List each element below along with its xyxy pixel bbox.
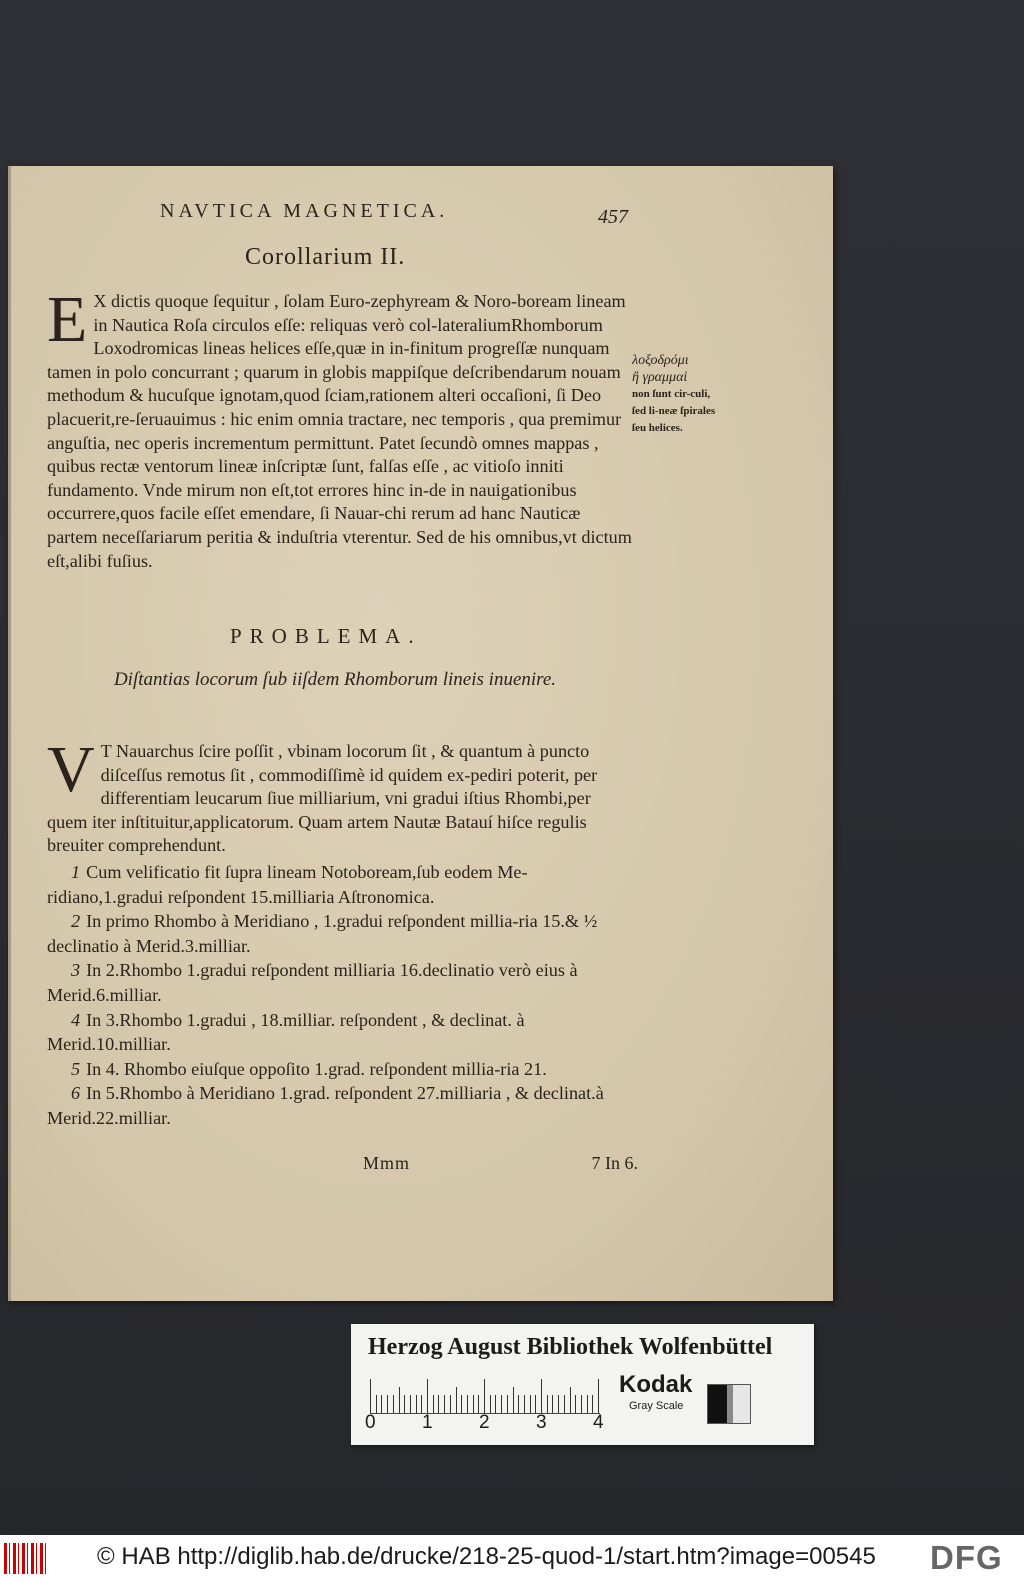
kodak-logo: Kodak bbox=[619, 1371, 693, 1398]
rule-number: 2 bbox=[71, 911, 81, 932]
ruler-tick bbox=[478, 1395, 479, 1413]
problem-subtitle: Diſtantias locorum ſub iiſdem Rhomborum lineis inuenire. bbox=[113, 669, 557, 690]
rule-number: 1 bbox=[71, 862, 81, 882]
drop-cap: E bbox=[47, 283, 88, 356]
ruler-tick bbox=[381, 1395, 382, 1413]
ruler-label: 0 bbox=[365, 1412, 376, 1433]
ruler-tick bbox=[421, 1395, 422, 1413]
ruler-tick bbox=[467, 1395, 468, 1413]
rule-text: Cum velificatio fit ſupra lineam Notoboream,ſub eodem Me-ridiano,1.gradui reſpondent 15.milliaria Aſtronomica. bbox=[47, 862, 528, 907]
paragraph-corollary bbox=[47, 283, 632, 573]
gray-scale-label: Gray Scale bbox=[629, 1400, 684, 1412]
section-heading: Corollarium II. bbox=[245, 244, 406, 270]
ruler-tick bbox=[410, 1395, 411, 1413]
rule-text: In primo Rhombo à Meridiano , 1.gradui reſpondent millia-ria 15.& ½ declinatio à Merid.3.milliar. bbox=[47, 911, 598, 956]
ruler-tick bbox=[587, 1395, 588, 1413]
margin-note-latin: non ſunt cir-culi, ſed li-neæ ſpirales ſeu helices. bbox=[632, 388, 716, 434]
ruler-tick bbox=[427, 1379, 428, 1413]
ruler-tick bbox=[490, 1395, 491, 1413]
library-name: Herzog August Bibliothek Wolfenbüttel bbox=[368, 1334, 773, 1360]
signature-mark: Mmm bbox=[363, 1153, 411, 1173]
rule-number: 6 bbox=[71, 1083, 81, 1104]
page-number: 457 bbox=[598, 206, 628, 228]
ruler-scale bbox=[370, 1377, 600, 1414]
gray-swatch bbox=[707, 1384, 751, 1424]
ruler-tick bbox=[484, 1379, 485, 1413]
rule-item bbox=[47, 1057, 632, 1082]
ruler-tick bbox=[495, 1395, 496, 1413]
rule-item bbox=[47, 909, 632, 958]
ruler-tick bbox=[416, 1395, 417, 1413]
margin-note-greek-2: ἢ γραμμαὶ bbox=[632, 370, 688, 385]
ruler-tick bbox=[535, 1395, 536, 1413]
ruler-tick bbox=[564, 1395, 565, 1413]
ruler-tick bbox=[370, 1379, 371, 1413]
ruler-label: 2 bbox=[479, 1412, 490, 1433]
ruler-tick bbox=[507, 1395, 508, 1413]
ruler-tick bbox=[393, 1395, 394, 1413]
barcode-icon bbox=[4, 1543, 46, 1574]
rule-number: 3 bbox=[71, 960, 81, 981]
catchword: 7 In 6. bbox=[591, 1153, 638, 1173]
ruler-label: 3 bbox=[536, 1412, 547, 1433]
rule-text: In 3.Rhombo 1.gradui , 18.milliar. reſpondent , & declinat. à Merid.10.milliar. bbox=[47, 1009, 525, 1055]
ruler-tick bbox=[592, 1395, 593, 1413]
rule-item bbox=[47, 958, 632, 1007]
paragraph-text: X dictis quoque ſequitur , ſolam Euro-zephyream & Noro-boream lineam in Nautica Roſa circulos eſſe: reliquas verò col-lateraliumRhomborum Loxodromicas lineas helices eſſe,quæ in in-finitum progreſſæ nunquam tamen in polo concurrant ; quarum in globis mappiſque deſcribendarum nouam methodum & hucuſque ignotam,quod ſciam,rationem alteri occaſioni, ſi Deo placuerit,re-ſeruauimus : hic enim omnia tractare, nec temporis , qua premimur anguſtia, nec operis incrementum permittunt. Patet ſecundò omnes mappas , quibus rectæ ventorum lineæ inſcriptæ ſunt, falſas eſſe , ac vitioſo inniti fundamento. Vnde mirum non eſt,tot errores hinc in-de in nauigationibus occurrere,quos facile eſſet emendare, ſi Nauar-chi rerum ad hanc Nauticæ partem neceſſariarum peritia & induſtria vterentur. Sed de his omnibus,vt dictum eſt,alibi fuſius. bbox=[47, 291, 632, 571]
ruler-tick bbox=[501, 1395, 502, 1413]
rule-item bbox=[47, 860, 632, 909]
viewer-footer bbox=[0, 1535, 1024, 1582]
running-head: NAVTICA MAGNETICA. bbox=[160, 200, 449, 222]
ruler-tick bbox=[444, 1395, 445, 1413]
ruler-tick bbox=[558, 1395, 559, 1413]
rule-text: In 4. Rhombo eiuſque oppoſito 1.grad. reſpondent millia-ria 21. bbox=[86, 1058, 547, 1079]
page-footer-line bbox=[363, 1153, 638, 1174]
ruler-tick bbox=[518, 1395, 519, 1413]
ruler-tick bbox=[450, 1395, 451, 1413]
rules-list bbox=[47, 860, 632, 1131]
ruler-label: 4 bbox=[593, 1412, 604, 1433]
paragraph-text: T Nauarchus ſcire poſſit , vbinam locorum ſit , & quantum à puncto diſceſſus remotus ſit , commodiſſimè id quidem ex-pediri poterit, per differentiam leucarum ſiue milliarium, vni gradui iſtius Rhombi,per quem iter inſtituitur,applicatorum. Quam artem Nautæ Batauí hiſce regulis breuiter comprehendunt. bbox=[47, 741, 598, 856]
rule-item bbox=[47, 1008, 632, 1057]
ruler-tick bbox=[541, 1379, 542, 1413]
ruler-tick bbox=[456, 1387, 457, 1413]
ruler-tick bbox=[387, 1395, 388, 1413]
ruler-tick bbox=[404, 1395, 405, 1413]
rule-text: In 5.Rhombo à Meridiano 1.grad. reſpondent 27.milliaria , & declinat.à Merid.22.milliar. bbox=[47, 1083, 604, 1128]
paragraph-problem bbox=[47, 733, 632, 858]
ruler-tick bbox=[570, 1387, 571, 1413]
ruler-tick bbox=[575, 1395, 576, 1413]
ruler-tick bbox=[513, 1387, 514, 1413]
ruler-tick bbox=[547, 1395, 548, 1413]
drop-cap: V bbox=[47, 733, 95, 806]
ruler-tick bbox=[524, 1395, 525, 1413]
ruler-tick bbox=[376, 1395, 377, 1413]
ruler-tick bbox=[530, 1395, 531, 1413]
color-calibration-card bbox=[351, 1324, 814, 1445]
margin-note bbox=[632, 352, 722, 437]
ruler-label: 1 bbox=[422, 1412, 433, 1433]
ruler-tick bbox=[473, 1395, 474, 1413]
ruler-tick bbox=[552, 1395, 553, 1413]
ruler-tick bbox=[581, 1395, 582, 1413]
ruler-tick bbox=[598, 1379, 599, 1413]
rule-number: 5 bbox=[71, 1058, 81, 1079]
dfg-logo: DFG bbox=[930, 1539, 1003, 1576]
ruler-labels bbox=[363, 1412, 623, 1436]
rule-item bbox=[47, 1081, 632, 1130]
ruler-tick bbox=[399, 1387, 400, 1413]
ruler-tick bbox=[461, 1395, 462, 1413]
footer-credit-link[interactable]: © HAB http://diglib.hab.de/drucke/218-25-quod-1/start.htm?image=00545 bbox=[97, 1543, 876, 1570]
ruler-tick bbox=[438, 1395, 439, 1413]
rule-text: In 2.Rhombo 1.gradui reſpondent milliaria 16.declinatio verò eius à Merid.6.milliar. bbox=[47, 960, 578, 1005]
ruler-tick bbox=[433, 1395, 434, 1413]
rule-number: 4 bbox=[71, 1009, 81, 1030]
margin-note-greek-1: λοξοδρόμι bbox=[632, 353, 689, 368]
problem-heading: PROBLEMA. bbox=[230, 624, 422, 648]
